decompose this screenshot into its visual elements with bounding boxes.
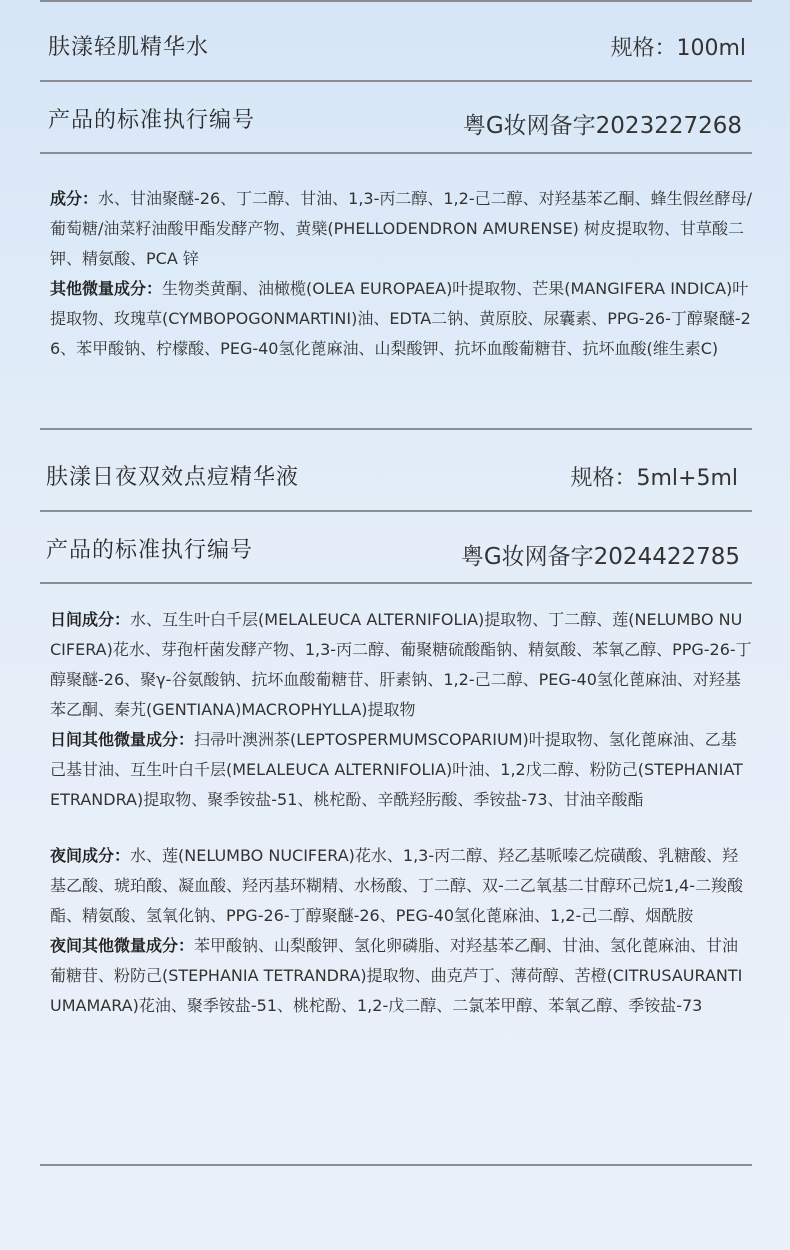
divider-2 xyxy=(40,152,752,154)
product1-standard-label: 产品的标准执行编号 xyxy=(48,108,256,133)
divider-top xyxy=(40,0,752,2)
product2-spec: 规格：5ml+5ml xyxy=(570,466,738,491)
product2-standard-no: 粤G妆网备字2024422785 xyxy=(460,544,740,570)
product1-ingredients-text: 水、甘油聚醚-26、丁二醇、甘油、1,3-丙二醇、1,2-己二醇、对羟基苯乙酮、蜂生假丝酵母/葡萄糖/油菜籽油酸甲酯发酵产物、黄檗(PHELLODENDRON AMURENSE) 树皮提取物、甘草酸二钾、精氨酸、PCA 锌 xyxy=(50,189,752,268)
product2-day-label: 日间成分： xyxy=(50,610,131,629)
section-gap xyxy=(50,815,752,841)
product2-night-ingredients xyxy=(50,841,752,931)
product1-standard-no: 粤G妆网备字2023227268 xyxy=(462,113,742,139)
product2-day-minor-label: 日间其他微量成分： xyxy=(50,730,195,749)
product2-day-minor-text: 扫帚叶澳洲茶(LEPTOSPERMUMSCOPARIUM)叶提取物、氢化蓖麻油、乙基己基甘油、互生叶白千层(MELALEUCA ALTERNIFOLIA)叶油、1,2戊二醇、粉防己(STEPHANIATETRANDRA)提取物、聚季铵盐-51、桃柁酚、辛酰羟肟酸、季铵盐-73、甘油辛酸酯 xyxy=(50,730,743,809)
product1-minor-text: 生物类黄酮、油橄榄(OLEA EUROPAEA)叶提取物、芒果(MANGIFERA INDICA)叶提取物、玫瑰草(CYMBOPOGONMARTINI)油、EDTA二钠、黄原胶、尿囊素、PPG-26-丁醇聚醚-26、苯甲酸钠、柠檬酸、PEG-40氢化蓖麻油、山梨酸钾、抗坏血酸葡糖苷、抗坏血酸(维生素C) xyxy=(50,279,751,358)
product2-day-text: 水、互生叶白千层(MELALEUCA ALTERNIFOLIA)提取物、丁二醇、莲(NELUMBO NUCIFERA)花水、芽孢杆菌发酵产物、1,3-丙二醇、葡聚糖硫酸酯钠、精氨酸、苯氧乙醇、PPG-26-丁醇聚醚-26、聚γ-谷氨酸钠、抗坏血酸葡糖苷、肝素钠、1,2-己二醇、PEG-40氢化蓖麻油、对羟基苯乙酮、秦艽(GENTIANA)MACROPHYLLA)提取物 xyxy=(50,610,752,719)
product2-day-ingredients xyxy=(50,605,752,725)
product2-night-minor-text: 苯甲酸钠、山梨酸钾、氢化卵磷脂、对羟基苯乙酮、甘油、氢化蓖麻油、甘油葡糖苷、粉防己(STEPHANIA TETRANDRA)提取物、曲克芦丁、薄荷醇、苦橙(CITRUSAURANTIUMAMARA)花油、聚季铵盐-51、桃柁酚、1,2-戊二醇、二氯苯甲醇、苯氧乙醇、季铵盐-73 xyxy=(50,936,743,1015)
divider-1 xyxy=(40,80,752,82)
product2-name: 肤漾日夜双效点痘精华液 xyxy=(46,465,300,490)
divider-bottom xyxy=(40,1164,752,1166)
product2-night-label: 夜间成分： xyxy=(50,846,131,865)
divider-4 xyxy=(40,510,752,512)
product1-ingredients-label: 成分： xyxy=(50,189,99,208)
product2-night-minor-label: 夜间其他微量成分： xyxy=(50,936,195,955)
product2-day-minor-ingredients xyxy=(50,725,752,815)
product1-ingredients xyxy=(50,184,752,274)
divider-3 xyxy=(40,428,752,430)
product2-ingredients-block xyxy=(50,605,752,1021)
product1-minor-label: 其他微量成分： xyxy=(50,279,163,298)
product2-night-minor-ingredients xyxy=(50,931,752,1021)
product1-minor-ingredients xyxy=(50,274,752,364)
product1-name: 肤漾轻肌精华水 xyxy=(48,35,210,60)
product1-ingredients-block xyxy=(50,184,752,364)
divider-5 xyxy=(40,582,752,584)
product2-night-text: 水、莲(NELUMBO NUCIFERA)花水、1,3-丙二醇、羟乙基哌嗪乙烷磺酸、乳糖酸、羟基乙酸、琥珀酸、凝血酸、羟丙基环糊精、水杨酸、丁二醇、双-二乙氧基二甘醇环己烷1,4-二羧酸酯、精氨酸、氢氧化钠、PPG-26-丁醇聚醚-26、PEG-40氢化蓖麻油、1,2-己二醇、烟酰胺 xyxy=(50,846,743,925)
product1-spec: 规格：100ml xyxy=(610,36,746,61)
product2-standard-label: 产品的标准执行编号 xyxy=(46,538,254,563)
